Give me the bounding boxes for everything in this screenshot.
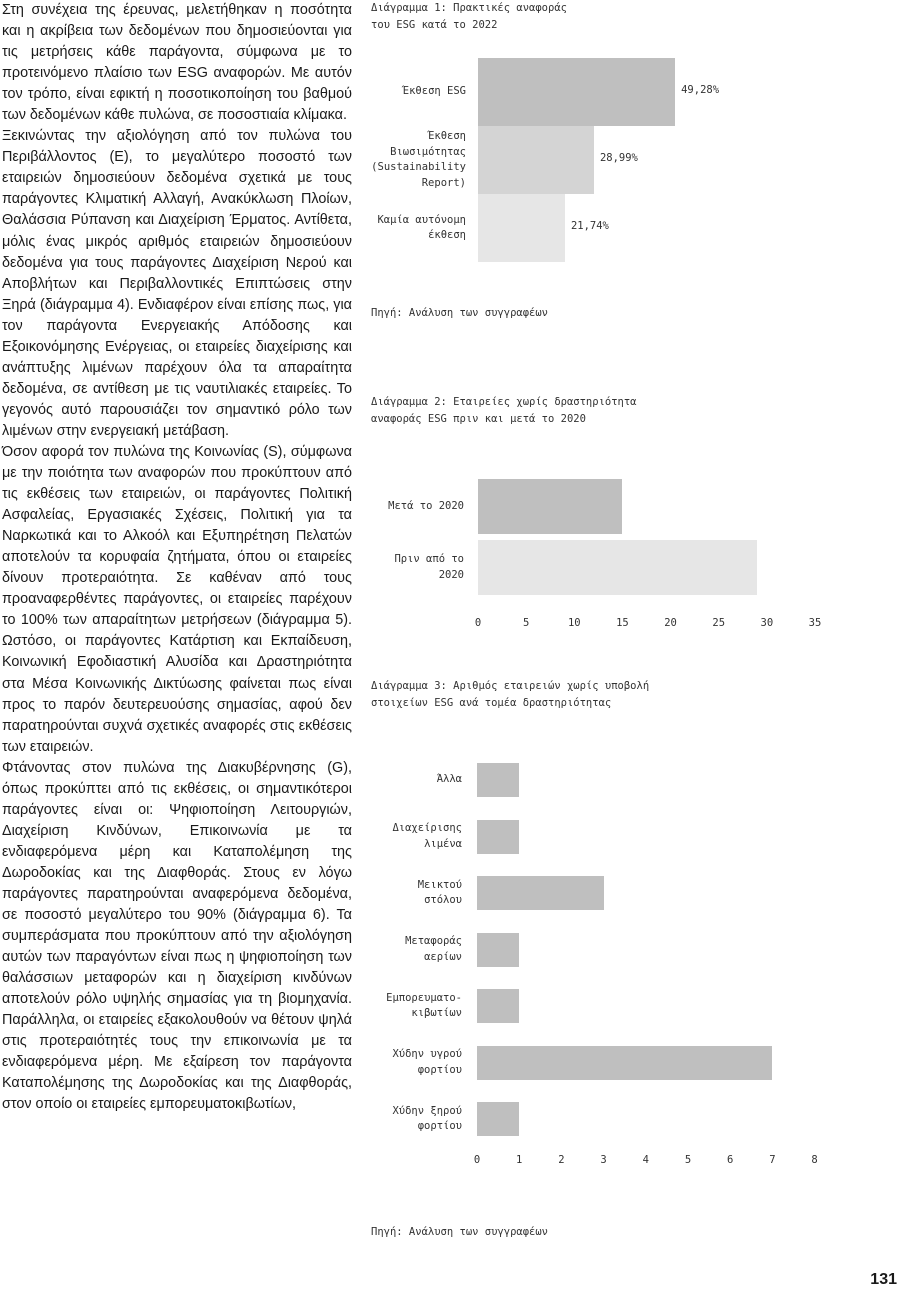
chart-2-x-tick: 35 [808, 617, 822, 629]
chart-1-value-label: 49,28% [681, 84, 720, 96]
chart-3-x-tick: 3 [600, 1154, 607, 1166]
chart-3-bar [477, 763, 519, 797]
chart-1-value-label: 21,74% [570, 220, 609, 232]
chart-2-x-tick: 10 [567, 617, 581, 629]
chart-1-bar [478, 126, 594, 194]
chart-3-x-tick: 8 [811, 1154, 818, 1166]
chart-3-category-label: Μεταφοράς αερίων [405, 935, 462, 963]
chart-3-x-tick: 7 [769, 1154, 776, 1166]
chart-3-category-label: Μεικτού στόλου [417, 878, 462, 906]
chart-2-bar [478, 479, 622, 534]
chart-1-source: Πηγή: Ανάλυση των συγγραφέων [371, 307, 549, 319]
chart-2-x-tick: 25 [712, 617, 726, 629]
chart-1-category-label: Καμία αυτόνομη έκθεση [377, 213, 466, 241]
chart-3-x-tick: 0 [473, 1154, 481, 1166]
chart-3-source: Πηγή: Ανάλυση των συγγραφέων [371, 1226, 549, 1238]
chart-3-category-label: Χύδην υγρού φορτίου [392, 1048, 462, 1076]
chart-3-title: Διάγραμμα 3: Αριθμός εταιρειών χωρίς υποβολή στοιχείων ESG ανά τομέα δραστηριότητας [371, 680, 650, 709]
chart-1-title: Διάγραμμα 1: Πρακτικές αναφοράς του ESG κατά το 2022 [371, 2, 567, 31]
chart-2-bar [478, 540, 757, 595]
chart-2-x-tick: 30 [760, 617, 774, 629]
chart-3-bar [477, 1102, 519, 1136]
chart-3-x-tick: 2 [558, 1154, 565, 1166]
paragraph: Ξεκινώντας την αξιολόγηση από τον πυλώνα του Περιβάλλοντος (Ε), το μεγαλύτερο ποσοστό των εταιρειών δημοσιεύουν δεδομένα σχετικά με τους παράγοντες Κλιματική Αλλαγή, Ανακύκλωση Πλοίων, Θαλάσσια Ρύπανση και Διαχείριση Έρματος. Αντίθετα, μόλις ένας μικρός αριθμός εταιρειών δημοσιεύουν δεδομένα για τους παράγοντες Διαχείριση Νερού και Αποβλήτων και Περιβαλλοντικές Επιπτώσεις στην Ξηρά (διάγραμμα 4). Ενδιαφέρον είναι επίσης πως, για τον παράγοντα Ενεργειακής Απόδοσης και Εξοικονόμησης Ενέργειας, οι εταιρείες διαχείρισης και ανάπτυξης λιμένων παρέχουν όλα τα απαραίτητα δεδομένα, σε αντίθεση με τις ναυτιλιακές εταιρείες. Το γεγονός αυτό παρουσιάζει τον σημαντικό ρόλο των λιμένων στην ενεργειακή μετάβαση. [2, 128, 352, 439]
chart-1-category-label: Έκθεση Βιωσιμότητας (Sustainability Report) [371, 130, 466, 189]
chart-3-bar [477, 820, 519, 854]
chart-3-category-label: Χύδην ξηρού φορτίου [392, 1104, 462, 1132]
chart-3-bar [477, 1046, 772, 1080]
chart-1-value-label: 28,99% [599, 152, 638, 164]
chart-2-category-label: Μετά το 2020 [388, 499, 464, 512]
chart-3-x-tick: 1 [516, 1154, 523, 1166]
chart-3-category-label: Εμπορευματο- κιβωτίων [386, 991, 462, 1019]
paragraph: Φτάνοντας στον πυλώνα της Διακυβέρνησης (G), όπως προκύπτει από τις εκθέσεις, οι σημαντικότεροι παράγοντες είναι οι: Ψηφιοποίηση Λειτουργιών, Διαχείριση Κινδύνων, Επικοινωνία με τα ενδιαφερόμενα μέρη και Καταπολέμηση της Δωροδοκίας και της Διαφθοράς. Στους εν λόγω παράγοντες παρατηρούνται αναφερόμενα δεδομένα, σε ποσοστό μεγαλύτερο του 90% (διάγραμμα 6). Τα συμπεράσματα που προκύπτουν από την αξιολόγηση αυτών των παραγόντων είναι πως η ψηφιοποίηση των θαλάσσιων μεταφορών και η διαχείριση κινδύνων αποτελούν ρόλο υψηλής σημασίας για τη βιομηχανία. Παράλληλα, οι εταιρείες εξακολουθούν να θέτουν ψηλά στις προτεραιότητές τους την επικοινωνία με τα ενδιαφερόμενα μέρη. Με εξαίρεση τον παράγοντα Καταπολέμησης της Δωροδοκίας και της Διαφθοράς, στον οποίο οι εταιρείες εμπορευματοκιβωτίων, [2, 759, 352, 1113]
chart-2-x-tick: 0 [474, 617, 482, 629]
chart-2-category-label: Πριν από το 2020 [394, 553, 464, 581]
chart-3-category-label: Διαχείρισης λιμένα [392, 822, 462, 850]
chart-3-x-tick: 4 [642, 1154, 649, 1166]
body-text-column [2, 0, 352, 1115]
chart-2-x-tick: 20 [664, 617, 677, 629]
chart-3-bar [477, 933, 519, 967]
chart-3-bar [477, 989, 519, 1023]
page-number: 131 [870, 1271, 897, 1288]
chart-2-x-tick: 15 [616, 617, 629, 629]
chart-2-title: Διάγραμμα 2: Εταιρείες χωρίς δραστηριότητα αναφοράς ESG πριν και μετά το 2020 [371, 396, 637, 425]
chart-1-bar [478, 194, 565, 262]
chart-3-category-label: Άλλα [436, 773, 462, 786]
chart-2-x-tick: 5 [522, 617, 530, 629]
chart-3-x-tick: 5 [684, 1154, 692, 1166]
chart-3-bar [477, 876, 604, 910]
chart-3-x-tick: 6 [727, 1154, 734, 1166]
chart-1-bar [478, 58, 675, 126]
paragraph: Όσον αφορά τον πυλώνα της Κοινωνίας (S), σύμφωνα με την ποιότητα των αναφορών που προκύπτουν από τις εκθέσεις των εταιρειών, οι παράγοντες Πολιτική Ασφαλείας, Εργασιακές Σχέσεις, Πολιτική για τα Ναρκωτικά και το Αλκοόλ και Εξυπηρέτηση Πελατών αποτελούν τα κορυφαία ζητήματα, όπου οι εταιρείες δίνουν προτεραιότητα. Σε καθέναν από τους προαναφερθέντες παράγοντες, οι εταιρείες παρέχουν το 100% των απαραίτητων μετρήσεων (διάγραμμα 5). Ωστόσο, οι παράγοντες Κατάρτιση και Εκπαίδευση, Κοινωνική Εφοδιαστική Αλυσίδα και Δραστηριότητα στα Μέσα Κοινωνικής Δικτύωσης φαίνεται πως είναι προς το παρόν δευτερευούσης σημασίας, αφού δεν παρατηρούνται συχνά σχετικές αναφορές στις εκθέσεις των εταιρειών. [2, 443, 352, 755]
paragraph: Στη συνέχεια της έρευνας, μελετήθηκαν η ποσότητα και η ακρίβεια των δεδομένων που δημοσιεύονται για τις μετρήσεις κάθε παράγοντα, σύμφωνα με το προτεινόμενο πλαίσιο των ESG αναφορών. Με αυτόν τον τρόπο, είναι εφικτή η ποσοτικοποίηση του βαθμού των δεδομένων κάθε πυλώνα, σε ποσοστιαία κλίμακα. [2, 2, 352, 124]
chart-1-category-label: Έκθεση ESG [402, 85, 466, 98]
